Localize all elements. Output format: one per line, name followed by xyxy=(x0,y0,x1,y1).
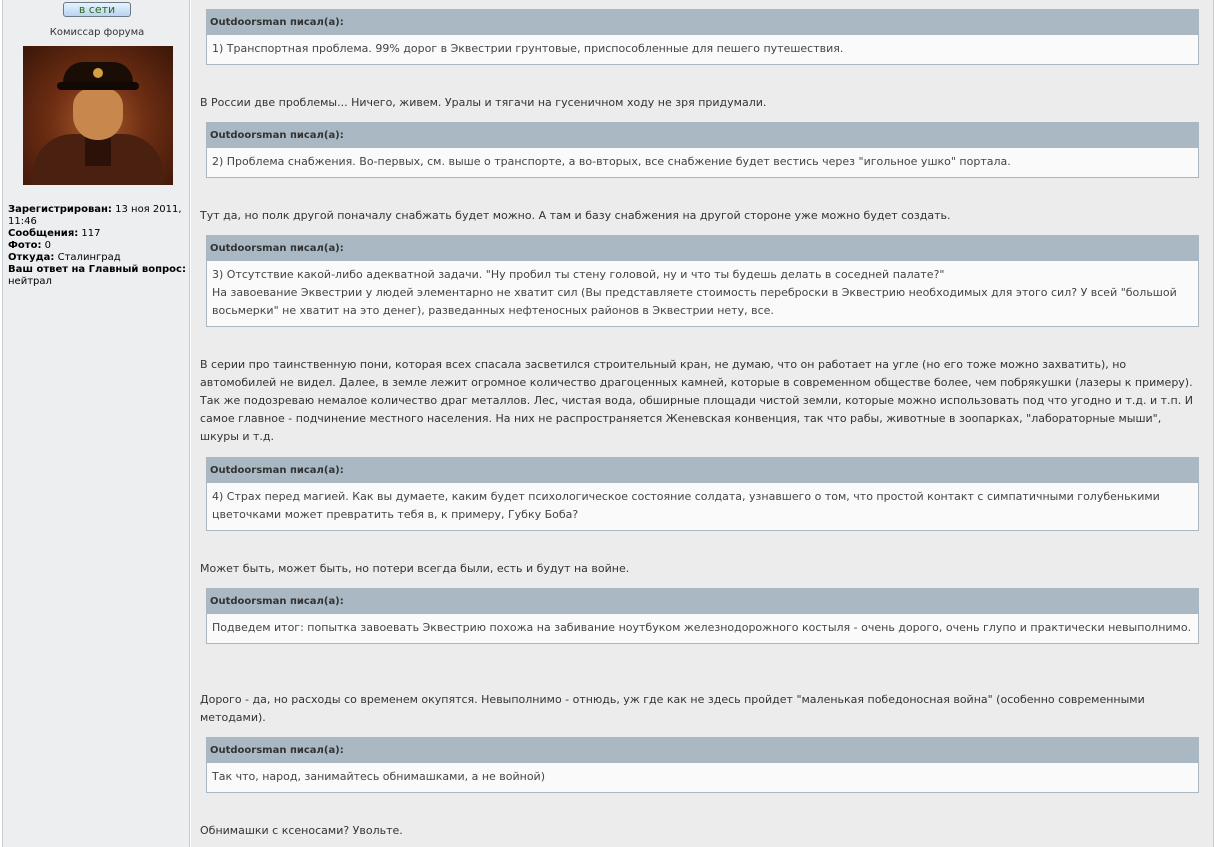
quote-box xyxy=(206,457,1199,531)
answer-row xyxy=(8,264,190,288)
avatar-collar xyxy=(85,136,111,166)
from-label: Откуда: xyxy=(8,252,55,263)
avatar-cap-brim xyxy=(57,82,139,90)
avatar xyxy=(23,46,173,185)
quote-text: 3) Отсутствие какой-либо адекватной задачи. "Ну пробил ты стену головой, ну и что ты будешь делать в соседней палате?" На завоевание Эквестрии у людей элементарно не хватит сил (Вы представляете стоимость переброски в Эквестрию необходимых для этого сил? У всей "большой восьмерки" не хватит на это денег), разведанных нефтеносных районов в Эквестрии нету, все. xyxy=(212,268,1177,317)
answer-value: нейтрал xyxy=(8,276,52,287)
quote-author: Outdoorsman писал(а): xyxy=(207,589,1198,614)
registered-label: Зарегистрирован: xyxy=(8,204,112,215)
posts-label: Сообщения: xyxy=(8,228,79,239)
quote-box xyxy=(206,235,1199,327)
reply-text: Может быть, может быть, но потери всегда были, есть и будут на войне. xyxy=(200,562,630,575)
quote-text: 1) Транспортная проблема. 99% дорог в Эквестрии грунтовые, приспособленные для пешего путешествия. xyxy=(212,42,844,55)
avatar-face xyxy=(73,88,123,140)
photos-value: 0 xyxy=(44,240,52,251)
reply-text: В серии про таинственную пони, которая всех спасала засветился строительный кран, не думаю, что он работает на угле (но его тоже можно захватить), но автомобилей не видел. Далее, в земле лежит огромное количество драгоценных камней, которые в современном обществе более, чем побрякушки (лазеры к примеру). Так же подозреваю немалое количество драг металлов. Лес, чистая вода, обширные площади чистой земли, которые можно использовать под что угодно и т.д. и т.п. И самое главное - подчинение местного населения. На них не распространяется Женевская конвенция, так что рабы, животные в зоопарках, "лабораторные мыши", шкуры и т.д. xyxy=(200,358,1193,443)
quote-author: Outdoorsman писал(а): xyxy=(207,10,1198,35)
reply-text: Обнимашки с ксеносами? Увольте. xyxy=(200,824,403,837)
reply-text: В России две проблемы... Ничего, живем. Уралы и тягачи на гусеничном ходу не зря придумали. xyxy=(200,96,767,109)
photos-row xyxy=(8,240,190,252)
posts-row xyxy=(8,228,190,240)
user-sidebar xyxy=(2,0,190,847)
quote-box xyxy=(206,9,1199,65)
online-status-button[interactable]: в сети xyxy=(63,2,131,17)
posts-value: 117 xyxy=(81,228,101,239)
photos-label: Фото: xyxy=(8,240,42,251)
quote-author: Outdoorsman писал(а): xyxy=(207,123,1198,148)
quote-text: 4) Страх перед магией. Как вы думаете, каким будет психологическое состояние солдата, узнавшего о том, что простой контакт с симпатичными голубенькими цветочками может превратить тебя в, к примеру, Губку Боба? xyxy=(212,490,1160,521)
quote-box xyxy=(206,737,1199,793)
quote-box xyxy=(206,588,1199,644)
quote-box xyxy=(206,122,1199,178)
reply-text: Дорого - да, но расходы со временем окупятся. Невыполнимо - отнюдь, уж где как не здесь пройдет "маленькая победоносная война" (особенно современными методами). xyxy=(200,693,1145,724)
post-body xyxy=(191,0,1214,847)
quote-author: Outdoorsman писал(а): xyxy=(207,236,1198,261)
reply-text: Тут да, но полк другой поначалу снабжать будет можно. А там и базу снабжения на другой стороне уже можно будет создать. xyxy=(200,209,951,222)
quote-text: 2) Проблема снабжения. Во-первых, см. выше о транспорте, а во-вторых, все снабжение будет вестись через "игольное ушко" портала. xyxy=(212,155,1011,168)
quote-text: Так что, народ, занимайтесь обнимашками, а не войной) xyxy=(212,770,545,783)
from-row xyxy=(8,252,190,264)
user-profile xyxy=(8,204,190,288)
user-rank: Комиссар форума xyxy=(49,27,145,38)
quote-text: Подведем итог: попытка завоевать Эквестрию похожа на забивание ноутбуком железнодорожного костыля - очень дорого, очень глупо и практически невыполнимо. xyxy=(212,621,1192,634)
quote-author: Outdoorsman писал(а): xyxy=(207,738,1198,763)
answer-label: Ваш ответ на Главный вопрос: xyxy=(8,264,186,275)
registered-row xyxy=(8,204,190,228)
avatar-cap-badge xyxy=(93,68,103,78)
quote-author: Outdoorsman писал(а): xyxy=(207,458,1198,483)
registered-value: 13 ноя 2011, 11:46 xyxy=(8,204,182,227)
from-value: Сталинград xyxy=(57,252,121,263)
